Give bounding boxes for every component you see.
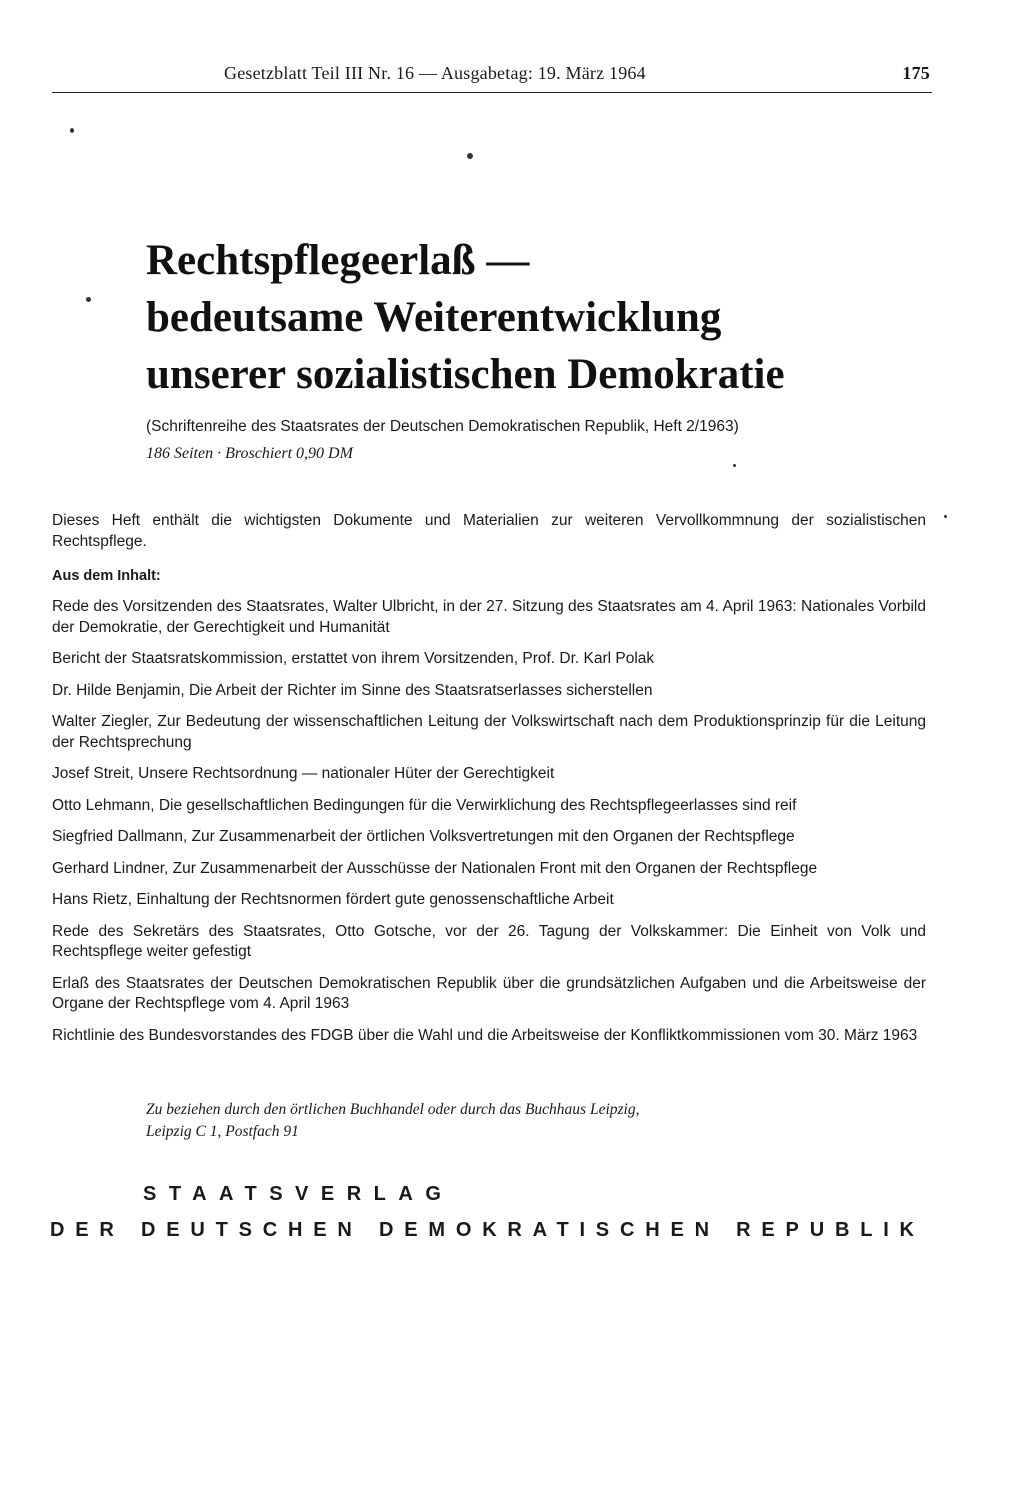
book-details: 186 Seiten · Broschiert 0,90 DM <box>146 445 353 462</box>
book-title-line: bedeutsame Weiterentwicklung <box>146 294 722 341</box>
book-title <box>146 232 906 403</box>
header-title: Gesetzblatt Teil III Nr. 16 — Ausgabetag: 19. März 1964 <box>224 63 646 83</box>
scan-speck <box>733 464 736 467</box>
list-item: Richtlinie des Bundesvorstandes des FDGB über die Wahl und die Arbeitsweise der Konfliktkommissionen vom 30. März 1963 <box>52 1026 918 1044</box>
order-note <box>146 1099 846 1143</box>
series-note: (Schriftenreihe des Staatsrates der Deutschen Demokratischen Republik, Heft 2/1963) <box>146 418 739 435</box>
list-item: Gerhard Lindner, Zur Zusammenarbeit der Ausschüsse der Nationalen Front mit den Organen der Rechtspflege <box>52 859 818 877</box>
list-item: Erlaß des Staatsrates der Deutschen Demokratischen Republik über die grundsätzlichen Aufgaben und die Arbeitsweise der Organe der Rechtspflege vom 4. April 1963 <box>52 974 926 1012</box>
contents-list <box>52 597 926 1057</box>
scan-speck <box>70 128 74 133</box>
book-description: Dieses Heft enthält die wichtigsten Dokumente und Materialien zur weiteren Vervollkommnung der sozialistischen Rechtspflege. <box>52 512 926 550</box>
list-item: Otto Lehmann, Die gesellschaftlichen Bedingungen für die Verwirklichung des Rechtspflegeerlasses sind reif <box>52 796 797 814</box>
scan-speck <box>467 153 473 159</box>
running-header <box>52 60 932 93</box>
book-title-line: Rechtspflegeerlaß — <box>146 237 530 284</box>
list-item: Walter Ziegler, Zur Bedeutung der wissenschaftlichen Leitung der Volkswirtschaft nach dem Produktionsprinzip für die Leitung der Rechtsprechung <box>52 713 926 751</box>
order-note-line: Zu beziehen durch den örtlichen Buchhandel oder durch das Buchhaus Leipzig, <box>146 1101 640 1118</box>
list-item: Josef Streit, Unsere Rechtsordnung — nationaler Hüter der Gerechtigkeit <box>52 765 555 782</box>
publisher-name: STAATSVERLAG <box>143 1183 454 1205</box>
list-item: Rede des Vorsitzenden des Staatsrates, Walter Ulbricht, in der 27. Sitzung des Staatsrates am 4. April 1963: Nationales Vorbild der Demokratie, der Gerechtigkeit und Humanität <box>52 598 926 636</box>
list-item: Rede des Sekretärs des Staatsrates, Otto Gotsche, vor der 26. Tagung der Volkskammer: Die Einheit von Volk und Rechtspflege weiter gefestigt <box>52 922 926 960</box>
scan-speck <box>944 515 947 518</box>
list-item: Bericht der Staatsratskommission, erstattet von ihrem Vorsitzenden, Prof. Dr. Karl Polak <box>52 650 655 667</box>
contents-heading: Aus dem Inhalt: <box>52 568 161 584</box>
order-note-line: Leipzig C 1, Postfach 91 <box>146 1123 299 1140</box>
scan-speck <box>86 297 91 302</box>
publisher-country: DER DEUTSCHEN DEMOKRATISCHEN REPUBLIK <box>50 1219 925 1241</box>
list-item: Siegfried Dallmann, Zur Zusammenarbeit der örtlichen Volksvertretungen mit den Organen der Rechtspflege <box>52 828 795 845</box>
page-number: 175 <box>902 63 930 83</box>
list-item: Hans Rietz, Einhaltung der Rechtsnormen fördert gute genossenschaftliche Arbeit <box>52 891 614 908</box>
book-title-line: unserer sozialistischen Demokratie <box>146 351 785 398</box>
list-item: Dr. Hilde Benjamin, Die Arbeit der Richter im Sinne des Staatsratserlasses sicherstellen <box>52 681 653 699</box>
